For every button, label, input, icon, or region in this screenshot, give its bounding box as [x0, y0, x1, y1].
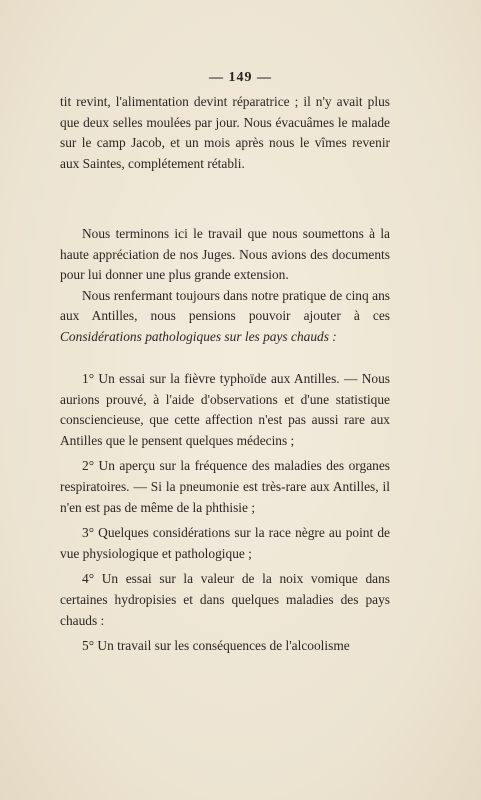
conclusion-block	[60, 224, 390, 348]
list-item: 3° Quelques considérations sur la race nègre au point de vue physiologique et pathologique ;	[60, 525, 390, 561]
conclusion-paragraph-2	[60, 286, 390, 348]
list-item: 1° Un essai sur la fièvre typhoïde aux Antilles. — Nous aurions prouvé, à l'aide d'observations et d'une statistique consciencieuse, que cette affection n'est pas aussi rare aux Antilles que le pensent quelques médecins ;	[60, 371, 390, 448]
conclusion-paragraph-2-text: Nous renfermant toujours dans notre pratique de cinq ans aux Antilles, nous pensions pouvoir ajouter à ces	[60, 287, 390, 324]
list-item: 4° Un essai sur la valeur de la noix vomique dans certaines hydropisies et dans quelques maladies des pays chauds :	[60, 571, 390, 628]
list-item: 5° Un travail sur les conséquences de l'alcoolisme	[82, 638, 350, 654]
page-number: — 149 —	[209, 70, 272, 85]
continued-paragraph-block	[60, 92, 390, 174]
continued-paragraph: tit revint, l'alimentation devint réparatrice ; il n'y avait plus que deux selles moulées par jour. Nous évacuâmes le malade sur le camp Jacob, et un mois après nous le vîmes revenir aux Saintes, complétement rétabli.	[60, 94, 390, 171]
conclusion-paragraph-1: Nous terminons ici le travail que nous soumettons à la haute appréciation de nos Juges. Nous avions des documents pour lui donner une plus grande extension.	[60, 226, 390, 283]
list-item: 2° Un aperçu sur la fréquence des maladies des organes respiratoires. — Si la pneumonie est très-rare aux Antilles, il n'en est pas de même de la phthisie ;	[60, 458, 390, 515]
conclusion-italic-title: Considérations pathologiques sur les pays chauds :	[60, 328, 337, 344]
numbered-list	[60, 369, 390, 662]
